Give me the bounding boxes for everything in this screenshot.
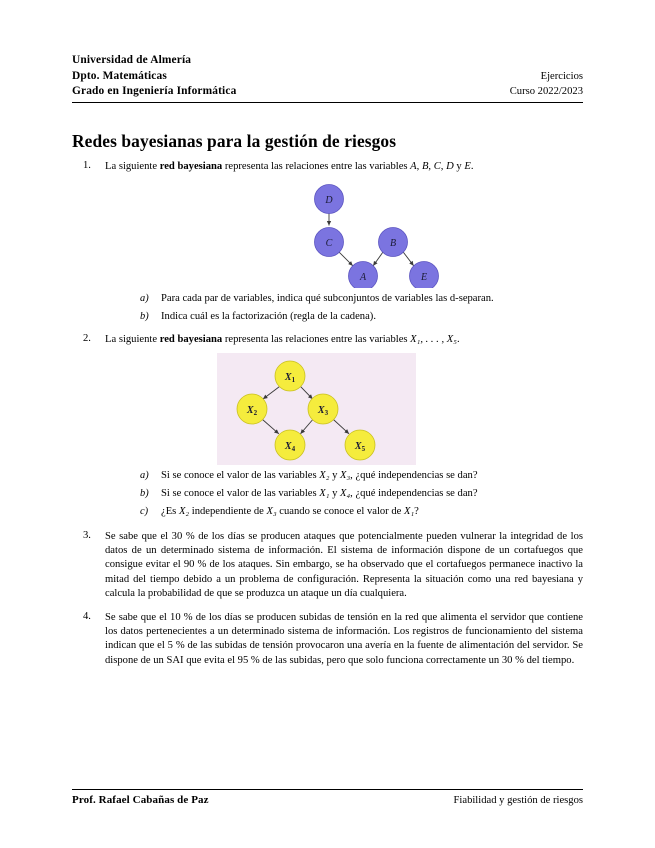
edge-X3-to-X4 [301, 420, 313, 434]
document-footer [72, 789, 583, 806]
exercise-1-period: . [470, 161, 474, 172]
edge-X1-to-X2 [263, 387, 279, 399]
page-content [72, 0, 583, 848]
footer-row [72, 794, 583, 806]
exercise-2-subitem-c-t0: ¿Es [161, 505, 179, 517]
bn1-node-B-label: B [389, 238, 397, 250]
exercise-3-number: 3. [83, 529, 91, 541]
degree-name: Grado en Ingeniería Informática [72, 85, 237, 97]
exercise-2-bold-term: red bayesiana [159, 334, 223, 346]
bn2-nodes [237, 361, 375, 460]
document-kind: Ejercicios [540, 70, 583, 82]
exercise-2-subitem-b [140, 487, 583, 501]
exercise-2-subitem-c-var1: X₂ [178, 505, 190, 517]
exercise-1-text-before: La siguiente [105, 161, 160, 172]
exercise-2-subitem-b-t0: Si se conoce el valor de las variables [161, 488, 320, 500]
edge-X1-to-X3 [301, 387, 313, 399]
exercise-2-subitem-b-t2: , ¿qué independencias se dan? [350, 488, 478, 500]
exercise-2-subitem-c-label: c) [140, 505, 149, 517]
bn1-node-A-label: A [359, 272, 367, 284]
exercise-2-statement [105, 333, 583, 347]
bayesian-network-diagram-2 [105, 353, 583, 465]
bn1-node-C-label: C [325, 238, 333, 250]
exercise-1-subitem-b-text: Indica cuál es la factorización (regla de la cadena). [161, 310, 376, 322]
exercise-2-text-before: La siguiente [105, 334, 160, 346]
exercise-2-subitem-a [140, 469, 583, 483]
bn2-node-X2-label: $X_2$ [246, 405, 258, 418]
exercise-1-text-after: representa las relaciones entre las variables [222, 161, 411, 172]
bn2-svg [105, 353, 545, 465]
exercise-1-number: 1. [83, 160, 91, 171]
edge-C-to-A [339, 253, 352, 266]
exercise-1-subitem-b [140, 310, 583, 324]
exercise-4-number: 4. [83, 610, 91, 622]
exercise-2-subitem-a-var2: X₃ [340, 470, 351, 482]
exercise-2-number: 2. [83, 333, 91, 345]
exercise-1-subitem-a-text: Para cada par de variables, indica qué subconjuntos de variables las d-separan. [161, 293, 494, 305]
exercise-1-subitems [105, 292, 583, 324]
exercise-1-bold-term: red bayesiana [159, 161, 223, 172]
exercise-2-subitem-c-t1: independiente de [189, 505, 267, 517]
page-title: Redes bayesianas para la gestión de riesgos [72, 131, 397, 151]
bn2-node-X1-label: $X_1$ [284, 372, 296, 385]
bn1-node-D-label: D [325, 195, 333, 207]
exercise-4-statement: Se sabe que el 10 % de los días se producen subidas de tensión en la red que alimenta el servidor que contiene los datos pertenecientes a un determinado sistema de información. Los registros de funcionamiento del sistema indican que el 5 % de las subidas de tensión provocaron una avería en la fuente de alimentación del servidor. Se dispone de un SAI que evita el 95 % de las subidas, pero que solo funciona correctamente un 30 % del tiempo. [105, 611, 583, 666]
edge-B-to-E [403, 253, 413, 266]
exercise-2-subitem-c-var2: X₃ [266, 505, 277, 517]
exercise-1-statement [105, 160, 583, 174]
header-line-3 [72, 84, 583, 100]
exercise-2-text-after: representa las relaciones entre las variables [222, 334, 411, 346]
professor-name: Prof. Rafael Cabañas de Paz [72, 794, 209, 806]
exercise-1-variables: A, B, C, D [410, 161, 454, 172]
bn1-nodes [315, 185, 439, 289]
exercise-1-subitem-a [140, 292, 583, 306]
academic-year: Curso 2022/2023 [509, 86, 583, 97]
exercise-3 [72, 530, 583, 601]
university-name: Universidad de Almería [72, 54, 192, 66]
exercise-2-subitem-b-label: b) [140, 488, 149, 500]
footer-divider [72, 789, 583, 790]
exercise-1-conjunction: y [453, 161, 465, 172]
exercise-2-subitem-a-t1: y [329, 470, 341, 482]
edge-X3-to-X5 [333, 420, 349, 434]
exercise-2-subitem-c-t3: ? [414, 505, 419, 517]
exercise-2-subitem-a-t2: , ¿qué independencias se dan? [350, 470, 478, 482]
exercise-2 [72, 333, 583, 519]
bn2-node-X5-label: $X_5$ [354, 441, 366, 454]
exercise-2-subitem-c-var3: X₁ [404, 505, 415, 517]
exercise-2-subitem-b-var1: X₁ [319, 488, 330, 500]
header-line-2 [72, 69, 583, 85]
bayesian-network-diagram-1 [105, 180, 583, 288]
exercise-2-subitem-a-label: a) [140, 470, 149, 482]
exercise-1-subitem-b-label: b) [140, 310, 149, 322]
exercise-2-period: . [456, 334, 460, 346]
department-name: Dpto. Matemáticas [72, 69, 167, 82]
bn2-node-X3-label: $X_3$ [317, 405, 329, 418]
header-line-1 [72, 53, 583, 69]
exercise-2-subitem-a-t0: Si se conoce el valor de las variables [161, 470, 320, 482]
exercise-2-subitem-a-var1: X₂ [319, 470, 330, 482]
exercise-list [72, 160, 583, 669]
exercise-2-subitem-c-t2: cuando se conoce el valor de [276, 505, 405, 517]
exercise-4 [72, 611, 583, 668]
bn2-node-X4-label: $X_4$ [284, 441, 296, 454]
exercise-2-subitem-b-var2: X₄ [340, 488, 351, 500]
exercise-2-subitems [105, 469, 583, 519]
bn1-node-E-label: E [420, 272, 428, 284]
exercise-3-statement: Se sabe que el 30 % de los días se producen ataques que potencialmente pueden vulnerar la integridad de los datos de un determinado sistema de información. El sistema de información dispone de un cortafuegos que consigue evitar el 90 % de los ataques. Sin embargo, se ha observado que el cortafuegos permanece inactivo la mitad del tiempo debido a un problema de configuración. Representa la situación como una red bayesiana y calcula la probabilidad de que se produzca un ataque un día cualquiera. [105, 530, 583, 599]
exercise-2-variables: X₁, . . . , X₅ [410, 334, 457, 346]
exercise-2-subitem-c [140, 505, 583, 519]
document-header [72, 53, 583, 103]
course-name: Fiabilidad y gestión de riesgos [453, 795, 583, 806]
exercise-1-subitem-a-label: a) [140, 293, 149, 305]
exercise-1 [72, 160, 583, 324]
exercise-2-subitem-b-t1: y [329, 488, 341, 500]
exercise-1-last-variable: E [464, 161, 471, 172]
edge-B-to-A [373, 253, 383, 266]
header-divider [72, 102, 583, 103]
bn1-svg [105, 180, 545, 288]
edge-X2-to-X4 [263, 420, 279, 434]
